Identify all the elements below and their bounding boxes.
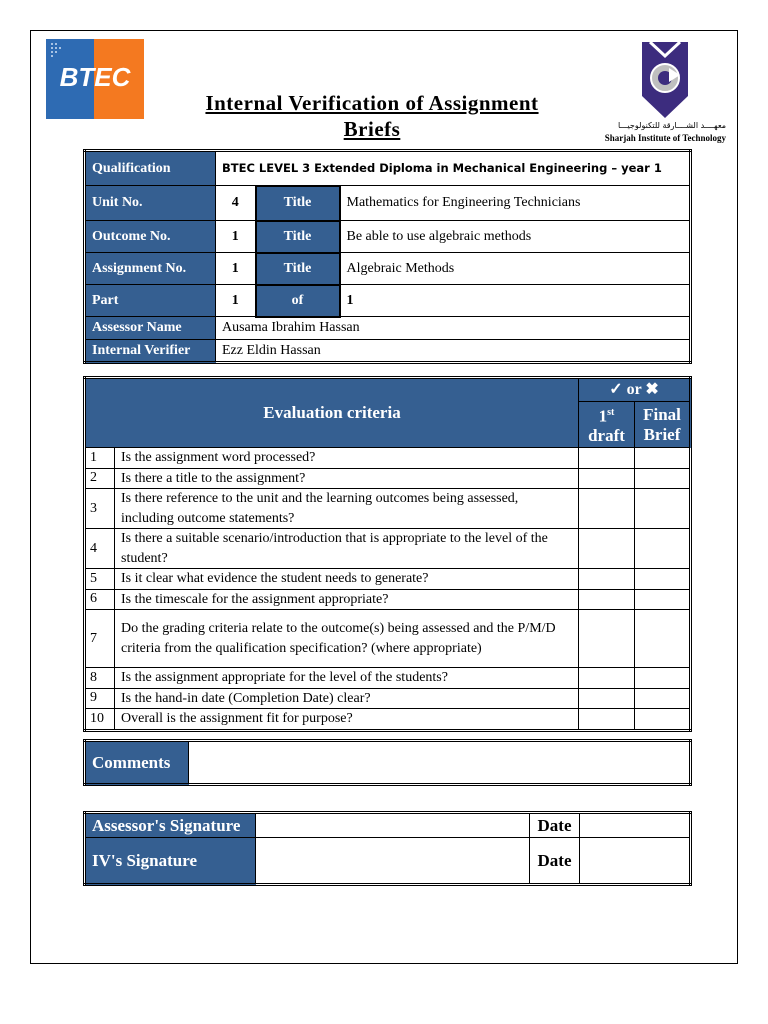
criteria-text: Is there reference to the unit and the learning outcomes being assessed, including outcome statements? bbox=[115, 489, 579, 529]
iv-signature-field[interactable] bbox=[256, 838, 530, 885]
criteria-row bbox=[85, 529, 691, 569]
criteria-number: 8 bbox=[85, 668, 115, 689]
title-line-1: Internal Verification of Assignment bbox=[205, 91, 539, 115]
sit-shield-logo bbox=[636, 40, 694, 120]
comments-table bbox=[83, 739, 692, 786]
first-draft-header bbox=[579, 402, 635, 448]
first-draft-check-cell[interactable] bbox=[579, 610, 635, 668]
assessor-name-label: Assessor Name bbox=[85, 317, 216, 340]
assignment-no-value: 1 bbox=[216, 253, 256, 285]
criteria-row bbox=[85, 489, 691, 529]
internal-verifier-label: Internal Verifier bbox=[85, 340, 216, 363]
first-draft-check-cell[interactable] bbox=[579, 468, 635, 489]
btec-logo-text: BTEC bbox=[59, 62, 131, 92]
criteria-row bbox=[85, 589, 691, 610]
signatures-table bbox=[83, 811, 692, 886]
criteria-number: 5 bbox=[85, 569, 115, 590]
criteria-text: Do the grading criteria relate to the outcome(s) being assessed and the P/M/D criteria from the qualification specification? (where appropriate) bbox=[115, 610, 579, 668]
qualification-label: Qualification bbox=[85, 151, 216, 186]
criteria-number: 3 bbox=[85, 489, 115, 529]
final-brief-check-cell[interactable] bbox=[635, 688, 691, 709]
criteria-text: Is the assignment word processed? bbox=[115, 448, 579, 469]
criteria-row bbox=[85, 468, 691, 489]
iv-signature-label: IV's Signature bbox=[85, 838, 256, 885]
final-brief-check-cell[interactable] bbox=[635, 489, 691, 529]
first-draft-check-cell[interactable] bbox=[579, 589, 635, 610]
part-of-value: 1 bbox=[340, 285, 691, 317]
page-title bbox=[160, 90, 584, 142]
btec-logo bbox=[46, 39, 144, 119]
comments-field[interactable] bbox=[189, 741, 691, 785]
final-brief-check-cell[interactable] bbox=[635, 709, 691, 731]
first-draft-check-cell[interactable] bbox=[579, 688, 635, 709]
criteria-row bbox=[85, 709, 691, 731]
criteria-number: 9 bbox=[85, 688, 115, 709]
final-brief-check-cell[interactable] bbox=[635, 448, 691, 469]
comments-label: Comments bbox=[85, 741, 189, 785]
outcome-title-value: Be able to use algebraic methods bbox=[340, 221, 691, 253]
part-of-label: of bbox=[256, 285, 340, 317]
first-draft-suffix: st bbox=[607, 406, 615, 418]
criteria-row bbox=[85, 448, 691, 469]
unit-no-value: 4 bbox=[216, 186, 256, 221]
internal-verifier-value: Ezz Eldin Hassan bbox=[216, 340, 691, 363]
assessor-date-field[interactable] bbox=[580, 813, 691, 838]
criteria-number: 7 bbox=[85, 610, 115, 668]
criteria-row bbox=[85, 668, 691, 689]
outcome-no-label: Outcome No. bbox=[85, 221, 216, 253]
first-draft-word: draft bbox=[588, 426, 625, 446]
brief-word: Brief bbox=[643, 424, 681, 444]
iv-date-label: Date bbox=[530, 838, 580, 885]
criteria-number: 2 bbox=[85, 468, 115, 489]
final-brief-check-cell[interactable] bbox=[635, 610, 691, 668]
assignment-info-table bbox=[83, 149, 692, 364]
assessor-name-value: Ausama Ibrahim Hassan bbox=[216, 317, 691, 340]
unit-title-value: Mathematics for Engineering Technicians bbox=[340, 186, 691, 221]
institute-arabic-name: معهــــد الشــــارقة للتكنولوجيـــا bbox=[618, 121, 726, 130]
first-draft-check-cell[interactable] bbox=[579, 709, 635, 731]
criteria-text: Is there a title to the assignment? bbox=[115, 468, 579, 489]
assignment-title-value: Algebraic Methods bbox=[340, 253, 691, 285]
first-draft-check-cell[interactable] bbox=[579, 448, 635, 469]
check-or-cross-header: ✓ or ✖ bbox=[579, 378, 691, 402]
iv-date-field[interactable] bbox=[580, 838, 691, 885]
criteria-number: 6 bbox=[85, 589, 115, 610]
part-label: Part bbox=[85, 285, 216, 317]
final-brief-check-cell[interactable] bbox=[635, 468, 691, 489]
criteria-text: Overall is the assignment fit for purpose? bbox=[115, 709, 579, 731]
criteria-text: Is the assignment appropriate for the level of the students? bbox=[115, 668, 579, 689]
part-value: 1 bbox=[216, 285, 256, 317]
qualification-value: BTEC LEVEL 3 Extended Diploma in Mechanical Engineering – year 1 bbox=[216, 151, 691, 186]
criteria-row bbox=[85, 610, 691, 668]
final-brief-check-cell[interactable] bbox=[635, 589, 691, 610]
first-draft-number: 1 bbox=[598, 406, 608, 426]
assessor-signature-label: Assessor's Signature bbox=[85, 813, 256, 838]
criteria-row bbox=[85, 569, 691, 590]
assignment-title-label: Title bbox=[256, 253, 340, 285]
outcome-no-value: 1 bbox=[216, 221, 256, 253]
unit-title-label: Title bbox=[256, 186, 340, 221]
assessor-date-label: Date bbox=[530, 813, 580, 838]
unit-no-label: Unit No. bbox=[85, 186, 216, 221]
first-draft-check-cell[interactable] bbox=[579, 489, 635, 529]
final-brief-check-cell[interactable] bbox=[635, 668, 691, 689]
final-brief-check-cell[interactable] bbox=[635, 529, 691, 569]
criteria-text: Is the timescale for the assignment appropriate? bbox=[115, 589, 579, 610]
criteria-number: 1 bbox=[85, 448, 115, 469]
criteria-text: Is there a suitable scenario/introduction that is appropriate to the level of the student? bbox=[115, 529, 579, 569]
first-draft-check-cell[interactable] bbox=[579, 529, 635, 569]
first-draft-check-cell[interactable] bbox=[579, 668, 635, 689]
final-word: Final bbox=[643, 404, 681, 424]
title-line-2: Briefs bbox=[343, 117, 401, 141]
assessor-signature-field[interactable] bbox=[256, 813, 530, 838]
evaluation-criteria-heading: Evaluation criteria bbox=[85, 378, 579, 448]
assignment-no-label: Assignment No. bbox=[85, 253, 216, 285]
criteria-text: Is the hand-in date (Completion Date) clear? bbox=[115, 688, 579, 709]
criteria-row bbox=[85, 688, 691, 709]
first-draft-check-cell[interactable] bbox=[579, 569, 635, 590]
institute-english-name: Sharjah Institute of Technology bbox=[604, 133, 726, 143]
criteria-number: 4 bbox=[85, 529, 115, 569]
outcome-title-label: Title bbox=[256, 221, 340, 253]
criteria-number: 10 bbox=[85, 709, 115, 731]
criteria-text: Is it clear what evidence the student needs to generate? bbox=[115, 569, 579, 590]
final-brief-header bbox=[635, 402, 691, 448]
final-brief-check-cell[interactable] bbox=[635, 569, 691, 590]
evaluation-criteria-table bbox=[83, 376, 692, 732]
